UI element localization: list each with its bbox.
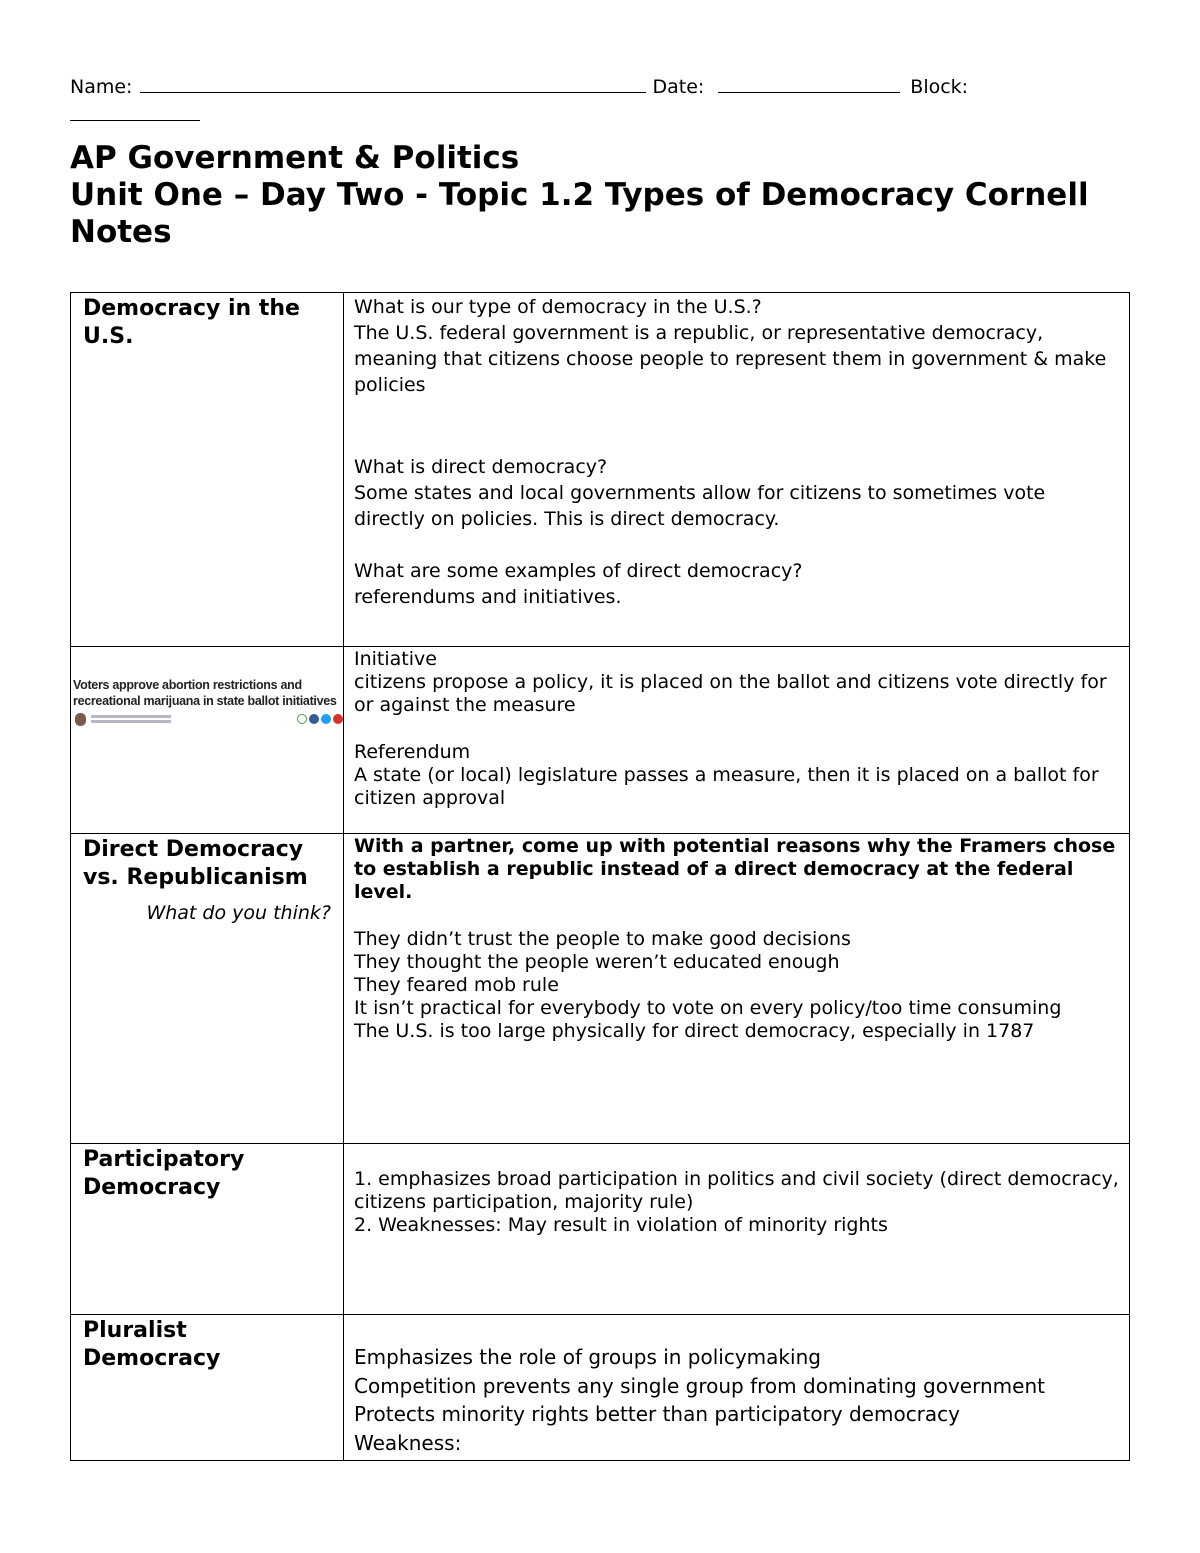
list-item: Protects minority rights better than participatory democracy: [354, 1402, 960, 1426]
name-label: Name:: [70, 76, 133, 98]
list-item: They thought the people weren’t educated enough: [354, 951, 840, 973]
notes-cell: [344, 1315, 1130, 1461]
header-fields: [70, 72, 968, 98]
news-headline-image: [73, 677, 343, 726]
list-item: 1. emphasizes broad participation in politics and civil society (direct democracy, citizens participation, majority rule): [354, 1168, 1119, 1213]
date-field[interactable]: [718, 72, 900, 93]
title-line-2: Unit One – Day Two - Topic 1.2 Types of Democracy Cornell: [70, 177, 1089, 213]
notes-cell: [344, 647, 1130, 834]
cue-cell: [71, 1315, 344, 1461]
table-row: [71, 293, 1130, 647]
definition: citizens propose a policy, it is placed on the ballot and citizens vote directly for or against the measure: [354, 671, 1107, 716]
question: What are some examples of direct democracy?: [354, 560, 803, 582]
twitter-icon: [321, 714, 331, 724]
answer: Some states and local governments allow for citizens to sometimes vote directly on policies. This is direct democracy.: [354, 482, 1046, 530]
cue-cell: [71, 293, 344, 647]
date-label: Date:: [652, 76, 705, 98]
headline-line-1: Voters approve abortion restrictions and: [73, 678, 302, 692]
table-row: [71, 1315, 1130, 1461]
name-field[interactable]: [140, 72, 646, 93]
cue-participatory: Participatory Democracy: [83, 1147, 245, 1200]
list-item: They didn’t trust the people to make good decisions: [354, 928, 851, 950]
list-item: The U.S. is too large physically for direct democracy, especially in 1787: [354, 1020, 1035, 1042]
notes-cell: [344, 1144, 1130, 1315]
cue-cell: [71, 647, 344, 834]
list-item: Emphasizes the role of groups in policymaking: [354, 1345, 821, 1369]
block-label: Block:: [910, 76, 969, 98]
avatar-icon: [75, 713, 86, 726]
list-item: They feared mob rule: [354, 974, 559, 996]
cornell-notes-table: [70, 292, 1130, 1461]
cue-democracy-us: Democracy in the U.S.: [83, 296, 300, 349]
notes-democracy-us: [344, 293, 1129, 610]
term: Initiative: [354, 648, 437, 670]
flag-icon: [333, 714, 343, 724]
list-item: Competition prevents any single group from dominating government: [354, 1373, 1045, 1398]
table-row: [71, 1144, 1130, 1315]
term: Referendum: [354, 741, 471, 763]
list-item: Weakness:: [354, 1430, 462, 1455]
table-row: [71, 834, 1130, 1144]
notes-cell: [344, 834, 1130, 1144]
answer: referendums and initiatives.: [354, 586, 622, 608]
notes-initiative-referendum: [344, 647, 1129, 810]
notes-participatory: [344, 1144, 1129, 1237]
notes-cell: [344, 293, 1130, 647]
headline-line-2: recreational marijuana in state ballot initiatives: [73, 694, 337, 708]
question: What is our type of democracy in the U.S.?: [354, 296, 762, 318]
share-icon: [297, 714, 307, 724]
page-title: [70, 140, 1089, 251]
byline-row: [73, 712, 343, 726]
cue-pluralist: Pluralist Democracy: [83, 1318, 221, 1371]
definition: A state (or local) legislature passes a measure, then it is placed on a ballot for citizen approval: [354, 764, 1099, 809]
title-line-3: Notes: [70, 214, 172, 250]
discussion-prompt: With a partner, come up with potential reasons why the Framers chose to establish a republic instead of a direct democracy at the federal level.: [354, 835, 1116, 903]
notes-pluralist: [344, 1315, 1129, 1457]
block-field[interactable]: [70, 100, 200, 121]
question: What is direct democracy?: [354, 456, 608, 478]
byline-placeholder: [91, 715, 171, 724]
cue-cell: [71, 1144, 344, 1315]
answer: The U.S. federal government is a republic, or representative democracy, meaning that citizens choose people to represent them in government & make policies: [354, 322, 1107, 396]
cue-prompt: What do you think?: [146, 902, 331, 924]
cue-cell: [71, 834, 344, 1144]
title-line-1: AP Government & Politics: [70, 140, 520, 176]
facebook-icon: [309, 714, 319, 724]
list-item: 2. Weaknesses: May result in violation of minority rights: [354, 1214, 888, 1236]
cue-direct-vs-republic: Direct Democracy vs. Republicanism: [83, 837, 308, 890]
table-row: [71, 647, 1130, 834]
list-item: It isn’t practical for everybody to vote on every policy/too time consuming: [354, 997, 1062, 1019]
social-icons: [297, 714, 343, 724]
notes-direct-vs-republic: [344, 834, 1129, 1043]
